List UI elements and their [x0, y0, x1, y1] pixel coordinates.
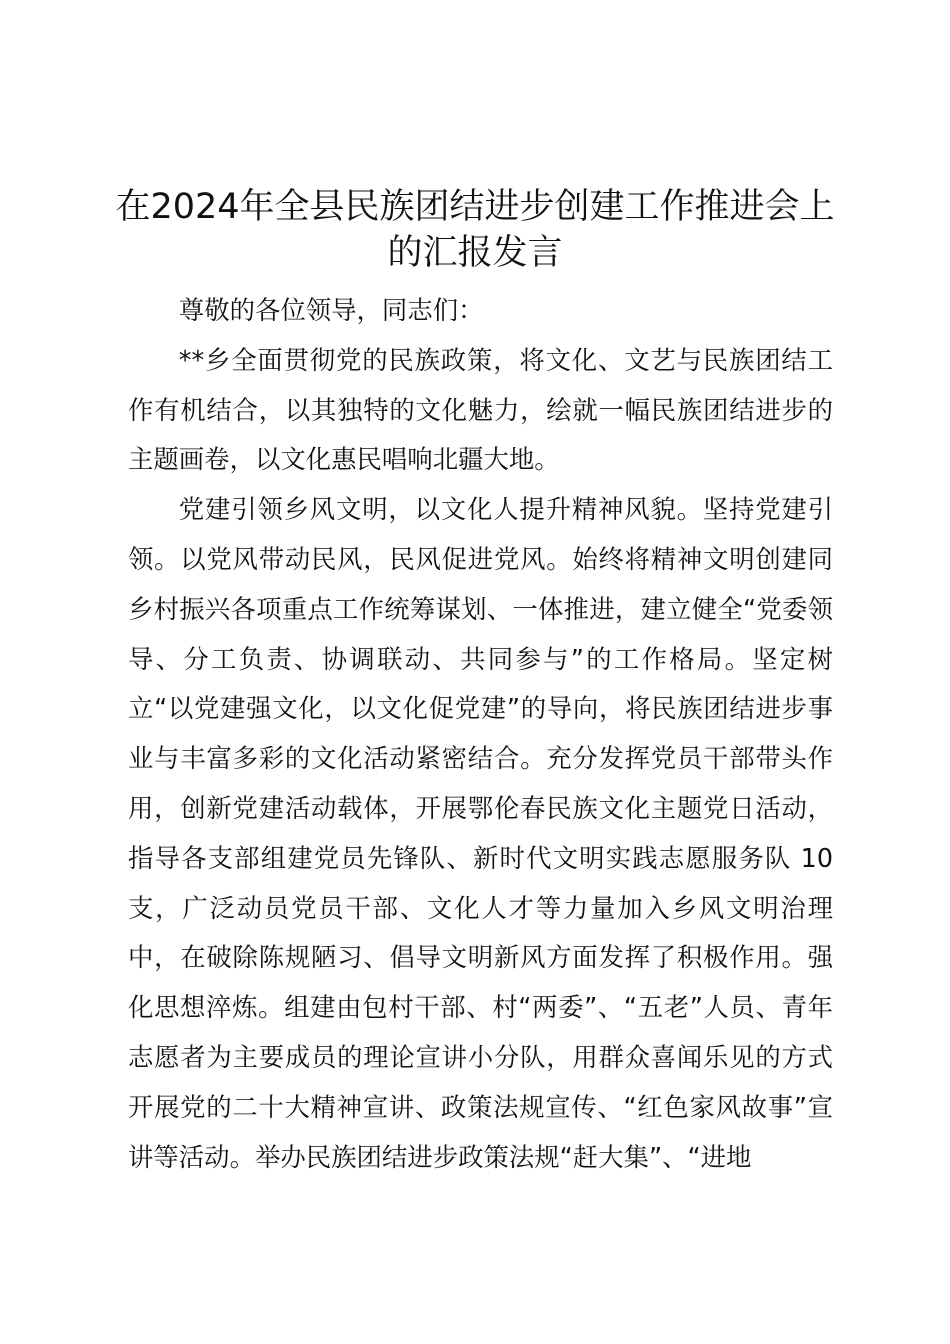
paragraph-party-building: 党建引领乡风文明，以文化人提升精神风貌。坚持党建引领。以党风带动民风，民风促进党风。始终将精神文明创建同乡村振兴各项重点工作统筹谋划、一体推进，建立健全“党委领导、分工负责、协调联动、共同参与”的工作格局。坚定树立“以党建强文化，以文化促党建”的导向，将民族团结进步事业与丰富多彩的文化活动紧密结合。充分发挥党员干部带头作用，创新党建活动载体，开展鄂伦春民族文化主题党日活动，指导各支部组建党员先锋队、新时代文明实践志愿服务队 10 支，广泛动员党员干部、文化人才等力量加入乡风文明治理中，在破除陈规陋习、倡导文明新风方面发挥了积极作用。强化思想淬炼。组建由包村干部、村“两委”、“五老”人员、青年志愿者为主要成员的理论宣讲小分队，用群众喜闻乐见的方式开展党的二十大精神宣讲、政策法规宣传、“红色家风故事”宣讲等活动。举办民族团结进步政策法规“赶大集”、“进地: [128, 494, 833, 1172]
document-title: 在2024年全县民族团结进步创建工作推进会上的汇报发言: [115, 187, 835, 273]
salutation: 尊敬的各位领导，同志们：: [178, 295, 484, 325]
document-body: [128, 286, 833, 1182]
paragraph-intro: **乡全面贯彻党的民族政策，将文化、文艺与民族团结工作有机结合，以其独特的文化魅力，绘就一幅民族团结进步的主题画卷，以文化惠民唱响北疆大地。: [128, 344, 833, 475]
